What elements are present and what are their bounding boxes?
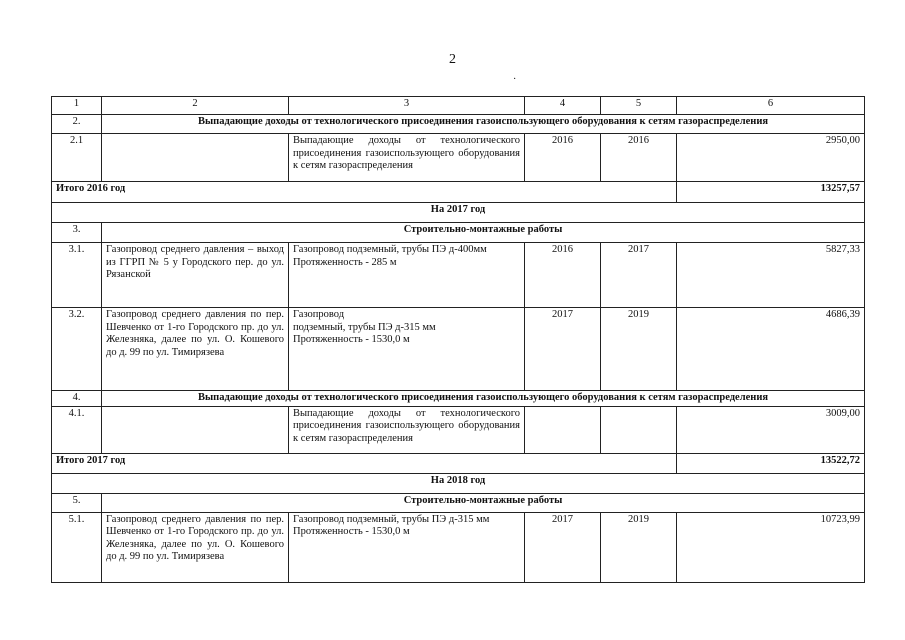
row-description bbox=[289, 308, 525, 391]
section-4-row bbox=[52, 391, 865, 407]
row-cost: 4686,39 bbox=[677, 308, 865, 391]
description-line: Газопровод подземный, трубы ПЭ д-315 мм bbox=[293, 513, 490, 525]
row-cost: 2950,00 bbox=[677, 134, 865, 182]
section-number: 5. bbox=[52, 493, 102, 512]
row-description: Выпадающие доходы от технологического присоединения газоиспользующего оборудования к сетям газораспределения bbox=[289, 406, 525, 453]
page-number: 2 bbox=[449, 52, 456, 67]
section-number: 4. bbox=[52, 391, 102, 407]
row-description bbox=[289, 243, 525, 308]
row-number: 3.2. bbox=[52, 308, 102, 391]
description-line: Протяженность - 1530,0 м bbox=[293, 334, 410, 345]
row-name: Газопровод среднего давления по пер. Шевченко от 1-го Городского пр. до ул. Железняка, далее по ул. О. Кошевого до д. 99 по ул. Тимирязева bbox=[102, 512, 289, 582]
row-start-year bbox=[525, 406, 601, 453]
row-name: Газопровод среднего давления по пер. Шевченко от 1-го Городского пр. до ул. Железняка, далее по ул. О. Кошевого до д. 99 по ул. Тимирязева bbox=[102, 308, 289, 391]
section-3-row bbox=[52, 223, 865, 243]
row-name bbox=[102, 406, 289, 453]
section-2-row bbox=[52, 115, 865, 134]
header-col-4: 4 bbox=[525, 97, 601, 115]
year-2018-row bbox=[52, 473, 865, 493]
row-name: Газопровод среднего давления – выход из ГГРП № 5 у Городского пер. до ул. Рязанской bbox=[102, 243, 289, 308]
row-start-year: 2017 bbox=[525, 512, 601, 582]
table-row bbox=[52, 406, 865, 453]
total-2017-row bbox=[52, 453, 865, 473]
row-number: 4.1. bbox=[52, 406, 102, 453]
row-name bbox=[102, 134, 289, 182]
total-2016-row bbox=[52, 182, 865, 203]
description-line: Протяженность - 1530,0 м bbox=[293, 526, 410, 537]
section-number: 2. bbox=[52, 115, 102, 134]
header-col-5: 5 bbox=[601, 97, 677, 115]
total-label: Итого 2016 год bbox=[52, 182, 677, 203]
total-label: Итого 2017 год bbox=[52, 453, 677, 473]
row-cost: 5827,33 bbox=[677, 243, 865, 308]
row-start-year: 2016 bbox=[525, 243, 601, 308]
section-title: Строительно-монтажные работы bbox=[102, 493, 865, 512]
header-row bbox=[52, 97, 865, 115]
table-row bbox=[52, 243, 865, 308]
total-value: 13522,72 bbox=[677, 453, 865, 473]
row-cost: 10723,99 bbox=[677, 512, 865, 582]
year-heading: На 2018 год bbox=[52, 473, 865, 493]
table-row bbox=[52, 134, 865, 182]
description-line: Газопровод подземный, трубы ПЭ д-400мм bbox=[293, 244, 487, 255]
year-2017-row bbox=[52, 203, 865, 223]
row-number: 3.1. bbox=[52, 243, 102, 308]
description-line: Протяженность - 285 м bbox=[293, 256, 397, 268]
section-title: Выпадающие доходы от технологического присоединения газоиспользующего оборудования к сетям газораспределения bbox=[102, 115, 865, 134]
row-description: Выпадающие доходы от технологического присоединения газоиспользующего оборудования к сетям газораспределения bbox=[289, 134, 525, 182]
section-5-row bbox=[52, 493, 865, 512]
row-end-year: 2016 bbox=[601, 134, 677, 182]
description-line: подземный, трубы ПЭ д-315 мм bbox=[293, 321, 436, 333]
header-col-1: 1 bbox=[52, 97, 102, 115]
investment-table bbox=[51, 96, 865, 583]
table-row bbox=[52, 512, 865, 582]
section-title: Строительно-монтажные работы bbox=[102, 223, 865, 243]
row-number: 2.1 bbox=[52, 134, 102, 182]
row-start-year: 2016 bbox=[525, 134, 601, 182]
row-description bbox=[289, 512, 525, 582]
section-title: Выпадающие доходы от технологического присоединения газоиспользующего оборудования к сетям газораспределения bbox=[102, 391, 865, 407]
row-cost: 3009,00 bbox=[677, 406, 865, 453]
row-end-year bbox=[601, 406, 677, 453]
header-col-2: 2 bbox=[102, 97, 289, 115]
description-line: Газопровод bbox=[293, 309, 345, 320]
total-value: 13257,57 bbox=[677, 182, 865, 203]
row-end-year: 2019 bbox=[601, 512, 677, 582]
scan-dot: · bbox=[513, 74, 517, 85]
row-end-year: 2017 bbox=[601, 243, 677, 308]
header-col-3: 3 bbox=[289, 97, 525, 115]
row-end-year: 2019 bbox=[601, 308, 677, 391]
row-start-year: 2017 bbox=[525, 308, 601, 391]
header-col-6: 6 bbox=[677, 97, 865, 115]
table-row bbox=[52, 308, 865, 391]
year-heading: На 2017 год bbox=[52, 203, 865, 223]
row-number: 5.1. bbox=[52, 512, 102, 582]
section-number: 3. bbox=[52, 223, 102, 243]
